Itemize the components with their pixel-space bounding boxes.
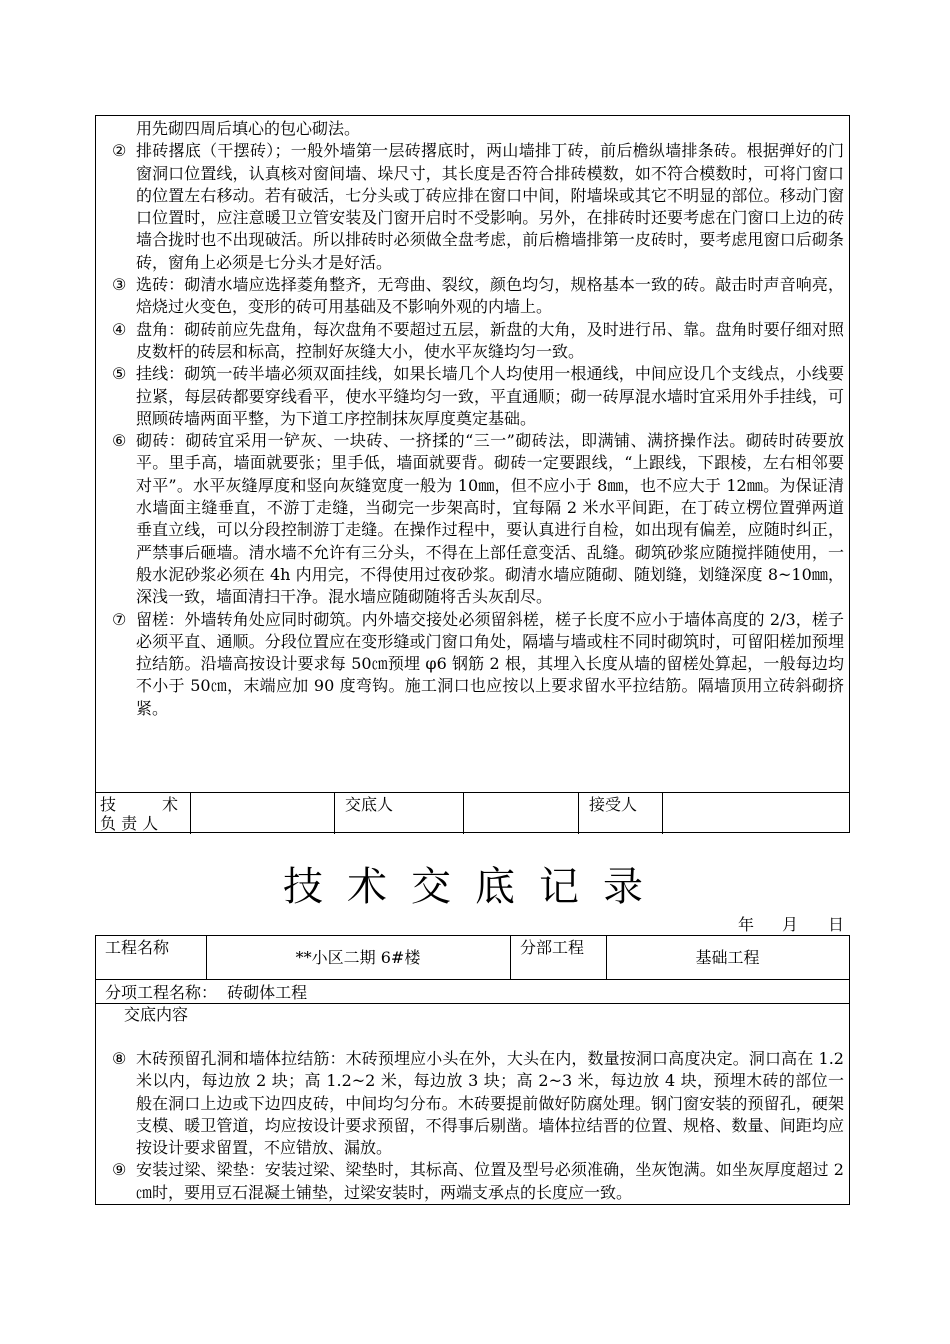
item-number: ⑦ (112, 609, 127, 629)
divider (96, 1003, 849, 1004)
list-item (104, 430, 844, 608)
date-month-label: 月 (782, 915, 799, 934)
item-text: 挂线：砌筑一砖半墙必须双面挂线，如果长墙几个人均使用一根通线，中间应设几个支线点，小线要拉紧，每层砖都要穿线看平，使水平缝均匀一致，平直通顺；砌一砖厚混水墙时宜采用外手挂线，可照顾砖墙两面平整，为下道工序控制抹灰厚度奠定基础。 (136, 364, 844, 428)
content-label: 交底内容 (124, 1005, 189, 1024)
handover-signature-field[interactable] (464, 793, 579, 834)
divider (96, 979, 849, 980)
date-year-label: 年 (738, 915, 755, 934)
date-day-label: 日 (828, 915, 845, 934)
page-title: 技术交底记录 (283, 864, 667, 910)
tech-lead-label-part: 技 (100, 795, 117, 814)
item-number: ④ (112, 319, 127, 339)
item-text: 砌砖：砌砖宜采用一铲灰、一块砖、一挤揉的“三一”砌砖法，即满铺、满挤操作法。砌砖时砖要放平。里手高，墙面就要张；里手低，墙面就要背。砌砖一定要跟线，“上跟线，下跟棱，左右相邻要对平”。水平灰缝厚度和竖向灰缝宽度一般为 10㎜，但不应小于 8㎜，也不应大于 12㎜。为保证清水墙面主缝垂直，不游丁走缝，当砌完一步架高时，宜每隔 2 米水平间距，在丁砖立楞位置弹两道垂直立线，可以分段控制游丁走缝。在操作过程中，要认真进行自检，如出现有偏差，应随时纠正，严禁事后砸墙。清水墙不允许有三分头，不得在上部任意变活、乱缝。砌筑砂浆应随搅拌随使用，一般水泥砂浆必须在 4h 内用完，不得使用过夜砂浆。砌清水墙应随砌、随划缝，划缝深度 8~10㎜，深浅一致，墙面清扫干净。混水墙应随砌随将舌头灰刮尽。 (136, 431, 844, 607)
continuation-text: 用先砌四周后填心的包心砌法。 (136, 119, 361, 138)
list-item (104, 1048, 844, 1159)
handover-record-table (95, 935, 850, 1205)
handover-person-label: 交底人 (345, 795, 394, 814)
division-label: 分部工程 (520, 938, 585, 957)
tech-lead-label-cell (96, 793, 191, 834)
handover-table-continued (95, 115, 850, 833)
receiver-signature-field[interactable] (663, 793, 849, 834)
receiver-label: 接受人 (589, 795, 638, 814)
item-text: 木砖预留孔洞和墙体拉结筋：木砖预埋应小头在外，大头在内，数量按洞口高度决定。洞口高在 1.2 米以内，每边放 2 块；高 1.2~2 米，每边放 3 块；高 2~3 米，每边放 4 块，预埋木砖的部位一般在洞口上边或下边四皮砖，中间均匀分布。木砖要提前做好防腐处理。钢门窗安装的预留孔，硬架支模、暖卫管道，均应按设计要求预留，不得事后剔凿。墙体拉结晋的位置、规格、数量、间距均应按设计要求留置，不应错放、漏放。 (136, 1049, 844, 1158)
handover-label-cell (335, 793, 464, 834)
division-value: 基础工程 (695, 948, 760, 967)
item-number: ② (112, 141, 127, 161)
tech-lead-label-part: 术 (161, 795, 178, 814)
list-item (104, 363, 844, 430)
item-text: 留槎：外墙转角处应同时砌筑。内外墙交接处必须留斜槎，槎子长度不应小于墙体高度的 2/3，槎子必须平直、通顺。分段位置应在变形缝或门窗口角处，隔墙与墙或柱不同时砌筑时，可留阳槎加预埋拉结筋。沿墙高按设计要求每 50㎝预埋 φ6 钢筋 2 根，其埋入长度从墙的留槎处算起，一般每边均不小于 50㎝，末端应加 90 度弯钩。施工洞口也应按以上要求留水平拉结筋。隔墙顶用立砖斜砌挤紧。 (136, 609, 844, 718)
item-number: ⑧ (112, 1049, 127, 1068)
handover-content (104, 1048, 844, 1204)
signature-row (96, 792, 849, 834)
item-text: 安装过梁、梁垫：安装过梁、梁垫时，其标高、位置及型号必须准确，坐灰饱满。如坐灰厚度超过 2㎝时，要用豆石混凝土铺垫，过梁安装时，两端支承点的长度应一致。 (136, 1160, 844, 1202)
item-text: 选砖：砌清水墙应选择菱角整齐，无弯曲、裂纹，颜色均匀，规格基本一致的砖。敲击时声音响亮，焙烧过火变色，变形的砖可用基础及不影响外观的内墙上。 (136, 275, 844, 317)
tech-lead-label-part: 负 责 人 (100, 814, 159, 833)
item-number: ③ (112, 275, 127, 295)
tech-lead-signature-field[interactable] (191, 793, 335, 834)
receiver-label-cell (579, 793, 663, 834)
tech-lead-label (100, 795, 180, 833)
list-item (104, 140, 844, 274)
item-number: ⑤ (112, 364, 127, 384)
subitem-name: 分项工程名称： 砖砌体工程 (105, 983, 308, 1002)
list-item (104, 274, 844, 319)
item-text: 排砖撂底（干摆砖）；一般外墙第一层砖撂底时，两山墙排丁砖，前后檐纵墙排条砖。根据弹好的门窗洞口位置线，认真核对窗间墙、垛尺寸，其长度是否符合排砖模数，如不符合模数时，可将门窗口的位置左右移动。若有破活，七分头或丁砖应排在窗口中间，附墙垛或其它不明显的部位。移动门窗口位置时，应注意暖卫立管安装及门窗开启时不受影响。另外，在排砖时还要考虑在门窗口上边的砖墙合拢时也不出现破活。所以排砖时必须做全盘考虑，前后檐墙排第一皮砖时，要考虑甩窗口后砌条砖，窗角上必须是七分头才是好活。 (136, 141, 844, 272)
project-name-label: 工程名称 (105, 938, 170, 957)
divider (510, 936, 511, 979)
list-item (104, 1159, 844, 1204)
item-number: ⑥ (112, 431, 127, 451)
list-item (104, 319, 844, 364)
item-number: ⑨ (112, 1160, 127, 1180)
item-text: 盘角：砌砖前应先盘角，每次盘角不要超过五层，新盘的大角，及时进行吊、靠。盘角时要仔细对照皮数杆的砖层和标高，控制好灰缝大小，使水平灰缝均匀一致。 (136, 319, 844, 361)
project-name-value: **小区二期 6#楼 (295, 948, 421, 967)
list-item (104, 609, 844, 720)
handover-content (104, 118, 844, 720)
